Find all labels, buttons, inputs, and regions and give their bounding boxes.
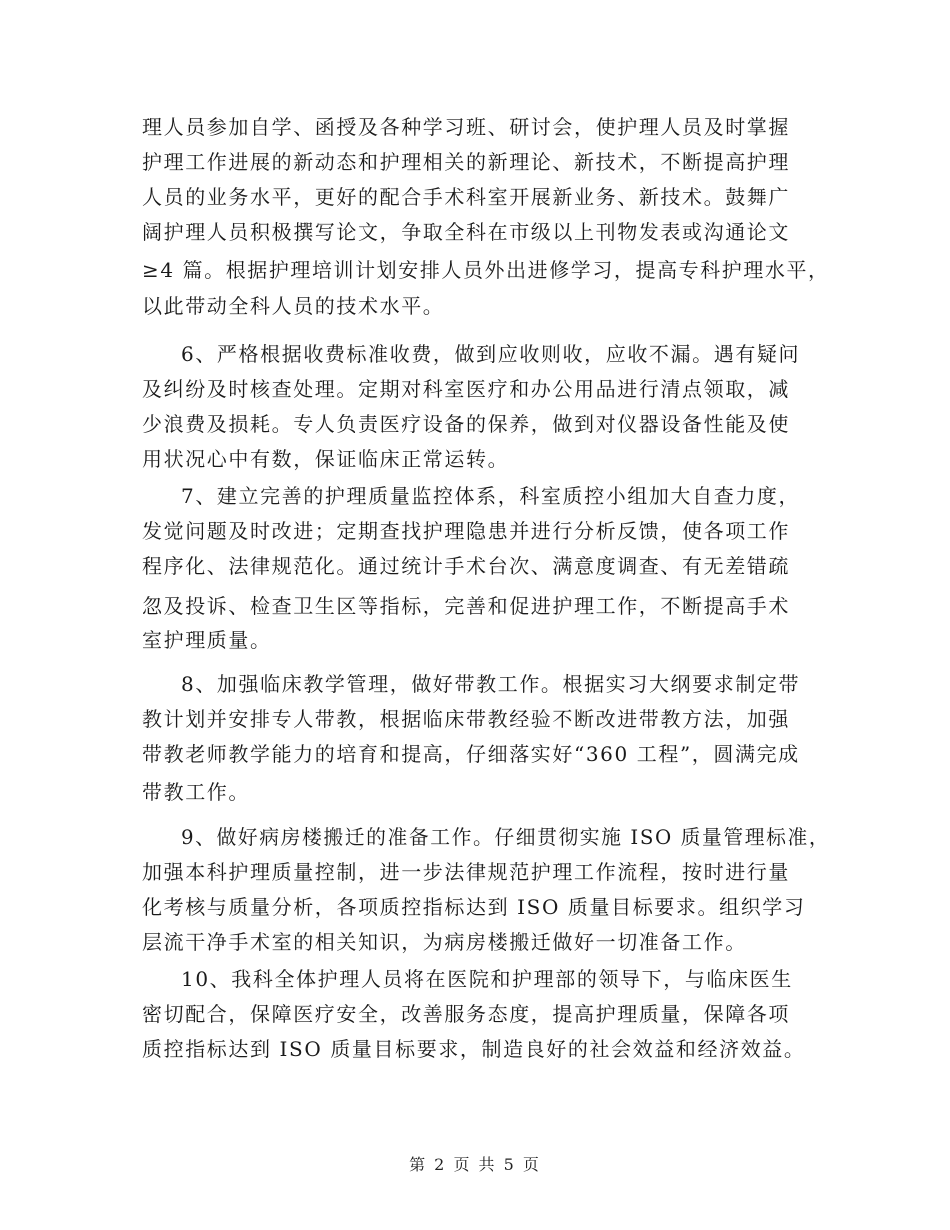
body-text-line: 及纠纷及时核查处理。定期对科室医疗和办公用品进行清点领取，减 <box>142 377 790 401</box>
body-text-line: 少浪费及损耗。专人负责医疗设备的保养，做到对仪器设备性能及使 <box>142 412 790 436</box>
body-text-line: ≥4 篇。根据护理培训计划安排人员外出进修学习，提高专科护理水平， <box>142 258 830 282</box>
body-text-line: 加强本科护理质量控制，进一步法律规范护理工作流程，按时进行量 <box>142 860 790 884</box>
body-text-line: 以此带动全科人员的技术水平。 <box>142 294 445 318</box>
page-number-footer: 第 2 页 共 5 页 <box>409 1155 541 1174</box>
body-text-line: 用状况心中有数，保证临床正常运转。 <box>142 447 510 471</box>
paragraph-8-start: 8、加强临床教学管理，做好带教工作。根据实习大纲要求制定带 <box>181 672 801 696</box>
body-text-line: 质控指标达到 ISO 质量目标要求，制造良好的社会效益和经济效益。 <box>142 1037 806 1061</box>
body-text-line: 人员的业务水平，更好的配合手术科室开展新业务、新技术。鼓舞广 <box>142 185 790 209</box>
body-text-line: 带教老师教学能力的培育和提高，仔细落实好“360 工程”，圆满完成 <box>142 742 800 766</box>
body-text-line: 阔护理人员积极撰写论文，争取全科在市级以上刊物发表或沟通论文 <box>142 220 790 244</box>
body-text-line: 护理工作进展的新动态和护理相关的新理论、新技术，不断提高护理 <box>142 150 790 174</box>
body-text-line: 室护理质量。 <box>142 628 272 652</box>
paragraph-10-start: 10、我科全体护理人员将在医院和护理部的领导下，与临床医生 <box>181 967 793 991</box>
body-text-line: 程序化、法律规范化。通过统计手术台次、满意度调查、有无差错疏 <box>142 554 790 578</box>
paragraph-6-start: 6、严格根据收费标准收费，做到应收则收，应收不漏。遇有疑问 <box>181 342 801 366</box>
body-text-line: 带教工作。 <box>142 780 250 804</box>
body-text-line: 化考核与质量分析，各项质控指标达到 ISO 质量目标要求。组织学习 <box>142 895 806 919</box>
paragraph-9-start: 9、做好病房楼搬迁的准备工作。仔细贯彻实施 ISO 质量管理标准， <box>181 825 831 849</box>
paragraph-7-start: 7、建立完善的护理质量监控体系，科室质控小组加大自查力度， <box>181 484 801 508</box>
body-text-line: 理人员参加自学、函授及各种学习班、研讨会，使护理人员及时掌握 <box>142 115 790 139</box>
body-text-line: 发觉问题及时改进；定期查找护理隐患并进行分析反馈，使各项工作 <box>142 519 790 543</box>
body-text-line: 层流干净手术室的相关知识，为病房楼搬迁做好一切准备工作。 <box>142 930 747 954</box>
body-text-line: 密切配合，保障医疗安全，改善服务态度，提高护理质量，保障各项 <box>142 1002 790 1026</box>
body-text-line: 忽及投诉、检查卫生区等指标，完善和促进护理工作，不断提高手术 <box>142 594 790 618</box>
body-text-line: 教计划并安排专人带教，根据临床带教经验不断改进带教方法，加强 <box>142 707 790 731</box>
